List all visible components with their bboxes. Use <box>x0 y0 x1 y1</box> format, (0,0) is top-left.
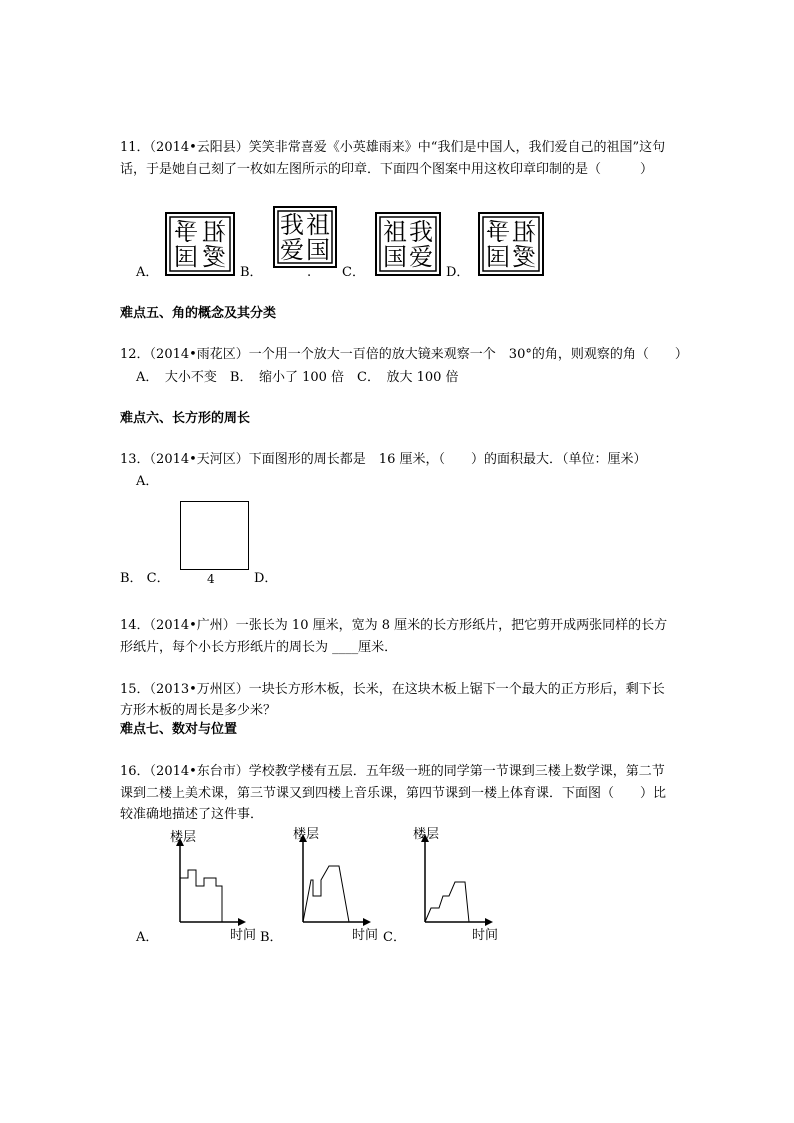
stamp-d-char-2: 祖 <box>512 218 536 246</box>
stamp-option-d <box>478 212 544 276</box>
stamp-c-char-3: 国 <box>383 243 407 271</box>
section-heading-6: 难点六、长方形的周长 <box>120 411 251 426</box>
stamp-b-char-4: 国 <box>306 236 330 264</box>
q13-option-d-label: D． <box>254 571 278 586</box>
q15-text-line2: 方形木板的周长是多少米？ <box>120 703 277 718</box>
stamp-b-char-1: 我 <box>280 211 304 239</box>
stamp-b-char-3: 爱 <box>280 236 304 264</box>
q11-option-c-label: C． <box>342 265 365 280</box>
stamp-c-char-1: 祖 <box>383 218 407 246</box>
graph-c-x-label: 时间 <box>472 928 499 943</box>
q16-option-b-label: B． <box>260 930 283 945</box>
q11-text-line1: 11．（2014•云阳县）笑笑非常喜爱《小英雄雨来》中“我们是中国人，我们爱自己的祖国”这句 <box>120 140 666 155</box>
stamp-a-char-3: 国 <box>174 243 198 271</box>
stamp-option-a <box>165 212 235 276</box>
graph-c-y-label: 楼层 <box>413 827 440 842</box>
q12-options: A． 大小不变 B． 缩小了 100 倍 C． 放大 100 倍 <box>136 370 459 385</box>
q13-option-a-label: A． <box>136 474 159 489</box>
q11-option-a-label: A． <box>136 265 159 280</box>
section-heading-5: 难点五、角的概念及其分类 <box>120 306 277 321</box>
square-figure <box>180 501 249 570</box>
section-heading-7: 难点七、数对与位置 <box>120 722 238 737</box>
q11-option-b-dot: . <box>307 265 312 280</box>
stamp-a-char-4: 愛 <box>202 243 226 271</box>
q11-option-b-label: B． <box>240 265 263 280</box>
q13-text: 13．（2014•天河区）下面图形的周长都是 16 厘米，（ ）的面积最大．（单位：厘米） <box>120 452 647 467</box>
stamp-option-c <box>375 212 441 276</box>
q14-text-line2: 形纸片，每个小长方形纸片的周长为 ____厘米． <box>120 640 398 655</box>
q16-text-line2: 课到二楼上美术课，第三节课又到四楼上音乐课，第四节课到一楼上体育课．下面图（ ）比 <box>120 786 667 801</box>
stamp-a-char-1: 爭 <box>174 218 198 246</box>
q16-option-a-label: A． <box>136 930 159 945</box>
q11-text-line2: 话，于是她自己刻了一枚如左图所示的印章．下面四个图案中用这枚印章印制的是（ ） <box>120 162 654 177</box>
q13-option-bc-label: B． C． <box>120 571 170 586</box>
stamp-option-b <box>273 206 337 268</box>
q11-option-d-label: D． <box>446 265 470 280</box>
graph-a-x-label: 时间 <box>230 928 257 943</box>
q16-text-line1: 16．（2014•东台市）学校教学楼有五层．五年级一班的同学第一节课到三楼上数学课，第二节 <box>120 764 665 779</box>
stamp-c-char-4: 爱 <box>409 243 433 271</box>
stamp-d-char-4: 愛 <box>512 243 536 271</box>
q12-text: 12．（2014•雨花区）一个用一个放大一百倍的放大镜来观察一个 30°的角，则观察的角（ ） <box>120 347 688 362</box>
stamp-c-char-2: 我 <box>409 218 433 246</box>
stamp-d-char-1: 爭 <box>486 218 510 246</box>
stamp-b-char-2: 祖 <box>306 211 330 239</box>
graph-a-y-label: 楼层 <box>170 830 197 845</box>
square-side-label: 4 <box>207 572 215 586</box>
graph-b-y-label: 楼层 <box>293 827 320 842</box>
stamp-d-char-3: 国 <box>486 243 510 271</box>
q16-text-line3: 较准确地描述了这件事． <box>120 807 264 822</box>
q14-text-line1: 14．（2014•广州）一张长为 10 厘米，宽为 8 厘米的长方形纸片，把它剪开成两张同样的长方 <box>120 618 668 633</box>
q16-option-c-label: C． <box>383 930 406 945</box>
graph-b-x-label: 时间 <box>352 928 379 943</box>
q15-text-line1: 15．（2013•万州区）一块长方形木板，长米，在这块木板上锯下一个最大的正方形后，剩下长 <box>120 682 665 697</box>
stamp-a-char-2: 祖 <box>202 218 226 246</box>
